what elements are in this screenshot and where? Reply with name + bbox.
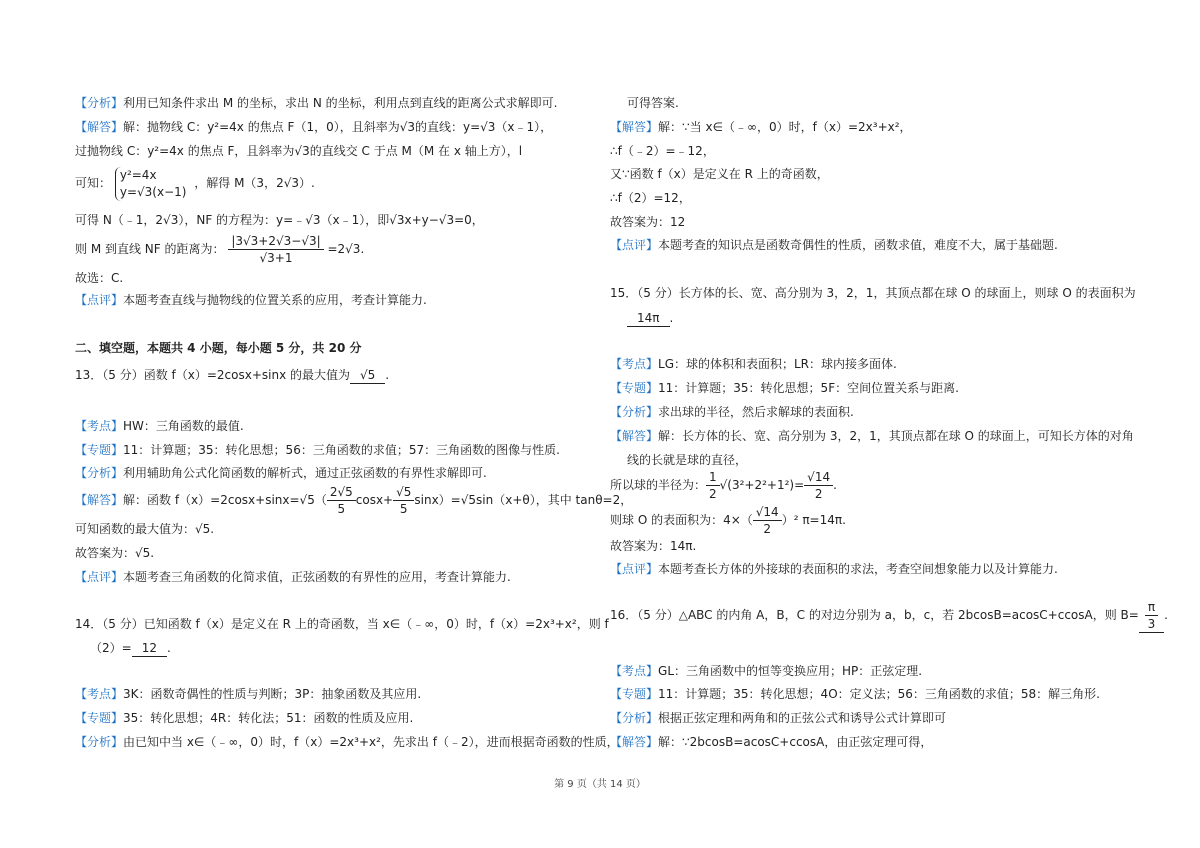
denominator: 2 bbox=[814, 487, 823, 501]
text: . bbox=[166, 641, 171, 655]
text-line: 过抛物线 C：y²=4x 的焦点 F，且斜率为√3的直线交 C 于点 M（M 在 x 轴上方），l bbox=[75, 144, 523, 158]
denominator: 5 bbox=[337, 502, 346, 516]
text-line: 故答案为：12 bbox=[610, 215, 686, 229]
question-14: 14．（5 分）已知函数 f（x）是定义在 R 上的奇函数，当 x∈（﹣∞，0）时，f（x）=2x³+x²，则 f bbox=[75, 617, 609, 631]
tag-topic: 【专题】 bbox=[75, 711, 124, 725]
fraction bbox=[327, 484, 356, 517]
answer-fraction bbox=[1139, 599, 1164, 633]
tag-knowledge: 【考点】 bbox=[610, 357, 659, 371]
knowledge-line bbox=[75, 418, 244, 434]
text: （2）= bbox=[90, 641, 132, 655]
numerator: √5 bbox=[393, 484, 414, 501]
text: 解：函数 f（x）=2cosx+sinx=√5（ bbox=[123, 493, 327, 507]
tag-topic: 【专题】 bbox=[75, 443, 124, 457]
fraction bbox=[706, 469, 720, 502]
text: 解：抛物线 C：y²=4x 的焦点 F（1，0），且斜率为√3的直线：y=√3（x﹣1）， bbox=[123, 120, 553, 134]
tag-analysis: 【分析】 bbox=[610, 405, 659, 419]
solution-line bbox=[610, 428, 1134, 444]
text-line: 可得 N（﹣1，2√3），NF 的方程为：y=﹣√3（x﹣1），即√3x+y−√3=0， bbox=[75, 213, 484, 227]
text-line: 故答案为：14π. bbox=[610, 539, 697, 553]
topic-line bbox=[610, 686, 1100, 702]
denominator: 5 bbox=[399, 502, 408, 516]
text-line: 故答案为：√5. bbox=[75, 546, 155, 560]
question-15: 15．（5 分）长方体的长、宽、高分别为 3，2，1，其顶点都在球 O 的球面上，则球 O 的表面积为 bbox=[610, 286, 1136, 300]
text: HW：三角函数的最值. bbox=[123, 419, 244, 433]
denominator: 2 bbox=[709, 487, 717, 501]
text: 由已知中当 x∈（﹣∞，0）时，f（x）=2x³+x²，先求出 f（﹣2），进而根据奇函数的性质， bbox=[123, 735, 619, 749]
tag-analysis: 【分析】 bbox=[75, 735, 124, 749]
text: GL：三角函数中的恒等变换应用；HP：正弦定理. bbox=[658, 664, 923, 678]
question-15-answer bbox=[627, 310, 673, 327]
tag-topic: 【专题】 bbox=[610, 687, 659, 701]
denominator: 3 bbox=[1147, 616, 1156, 631]
text: 则 M 到直线 NF 的距离为： bbox=[75, 242, 225, 256]
solution-line bbox=[75, 483, 632, 517]
text: 本题考查三角函数的化简求值，正弦函数的有界性的应用，考查计算能力. bbox=[123, 570, 511, 584]
tag-solution: 【解答】 bbox=[75, 493, 124, 507]
text: ）² π=14π. bbox=[781, 513, 846, 527]
text: . bbox=[833, 478, 837, 492]
tag-knowledge: 【考点】 bbox=[610, 664, 659, 678]
text: 本题考查长方体的外接球的表面积的求法，考查空间想象能力以及计算能力. bbox=[658, 562, 1058, 576]
tag-comment: 【点评】 bbox=[610, 562, 659, 576]
text: 所以球的半径为： bbox=[610, 478, 707, 492]
text: . bbox=[385, 368, 390, 382]
numerator: π bbox=[1145, 599, 1158, 616]
numerator: |3√3+2√3−√3| bbox=[228, 233, 323, 250]
text: 13．（5 分）函数 f（x）=2cosx+sinx 的最大值为 bbox=[75, 368, 351, 382]
text-line: ∴f（2）=12， bbox=[610, 191, 691, 205]
answer-blank: √5 bbox=[350, 367, 385, 384]
text: 解：∵当 x∈（﹣∞，0）时，f（x）=2x³+x²， bbox=[658, 120, 912, 134]
comment-line bbox=[75, 569, 511, 585]
text: 11：计算题；35：转化思想；56：三角函数的求值；57：三角函数的图像与性质. bbox=[123, 443, 560, 457]
text: . bbox=[669, 311, 674, 325]
page-footer: 第 9 页（共 14 页） bbox=[554, 779, 646, 790]
tag-analysis: 【分析】 bbox=[75, 466, 124, 480]
tag-topic: 【专题】 bbox=[610, 381, 659, 395]
question-14-answer bbox=[90, 640, 171, 657]
topic-line bbox=[75, 442, 560, 458]
knowledge-line bbox=[75, 686, 421, 702]
tag-knowledge: 【考点】 bbox=[75, 419, 124, 433]
comment-line bbox=[75, 292, 427, 308]
text: LG：球的体积和表面积；LR：球内接多面体. bbox=[658, 357, 897, 371]
question-13 bbox=[75, 367, 389, 384]
text-line: 又∵函数 f（x）是定义在 R 上的奇函数， bbox=[610, 167, 829, 181]
tag-analysis: 【分析】 bbox=[75, 96, 124, 110]
system-equation-line bbox=[75, 166, 315, 201]
tag-knowledge: 【考点】 bbox=[75, 687, 124, 701]
fraction bbox=[228, 233, 323, 266]
fraction bbox=[753, 504, 782, 537]
analysis-line bbox=[610, 404, 854, 420]
tag-solution: 【解答】 bbox=[75, 120, 124, 134]
tag-solution: 【解答】 bbox=[610, 120, 659, 134]
text: 16．（5 分）△ABC 的内角 A，B，C 的对边分别为 a，b，c，若 2bcosB=acosC+ccosA，则 B= bbox=[610, 608, 1139, 622]
text: 则球 O 的表面积为：4×（ bbox=[610, 513, 753, 527]
denominator: √3+1 bbox=[259, 251, 293, 265]
surface-area-line bbox=[610, 503, 846, 537]
topic-line bbox=[610, 380, 959, 396]
equation: y=√3(x−1) bbox=[119, 184, 187, 199]
topic-line bbox=[75, 710, 413, 726]
text-line: 可知函数的最大值为：√5. bbox=[75, 522, 215, 536]
text: 利用已知条件求出 M 的坐标，求出 N 的坐标，利用点到直线的距离公式求解即可. bbox=[123, 96, 558, 110]
text: cosx+ bbox=[355, 493, 394, 507]
text: 本题考查的知识点是函数奇偶性的性质，函数求值，难度不大，属于基础题. bbox=[658, 238, 1058, 252]
text: 利用辅助角公式化简函数的解析式，通过正弦函数的有界性求解即可. bbox=[123, 466, 487, 480]
equation: y²=4x bbox=[119, 167, 157, 182]
numerator: √14 bbox=[804, 469, 833, 486]
denominator: 2 bbox=[763, 522, 772, 536]
distance-line bbox=[75, 232, 364, 266]
tag-solution: 【解答】 bbox=[610, 429, 659, 443]
knowledge-line bbox=[610, 663, 922, 679]
text: 解：∵2bcosB=acosC+ccosA，由正弦定理可得， bbox=[658, 735, 933, 749]
text: 本题考查直线与抛物线的位置关系的应用，考查计算能力. bbox=[123, 293, 427, 307]
text-line: 可得答案. bbox=[627, 96, 679, 110]
equation-system bbox=[115, 167, 191, 201]
answer-blank: 12 bbox=[132, 640, 167, 657]
text: ，解得 M（3，2√3）. bbox=[194, 176, 315, 190]
solution-line bbox=[610, 119, 912, 135]
radius-line bbox=[610, 468, 837, 502]
knowledge-line bbox=[610, 356, 897, 372]
tag-analysis: 【分析】 bbox=[610, 711, 659, 725]
text: 可知： bbox=[75, 176, 112, 190]
text: 11：计算题；35：转化思想；4O：定义法；56：三角函数的求值；58：解三角形. bbox=[658, 687, 1100, 701]
solution-line bbox=[75, 119, 552, 135]
tag-comment: 【点评】 bbox=[75, 293, 124, 307]
question-16 bbox=[610, 598, 1168, 633]
text: sinx）=√5sin（x+θ），其中 tanθ=2， bbox=[414, 493, 633, 507]
text: 求出球的半径，然后求解球的表面积. bbox=[658, 405, 854, 419]
section-heading: 二、填空题，本题共 4 小题，每小题 5 分，共 20 分 bbox=[75, 341, 362, 355]
analysis-line bbox=[75, 465, 487, 481]
tag-comment: 【点评】 bbox=[610, 238, 659, 252]
text: =2√3. bbox=[327, 242, 365, 256]
text: 35：转化思想；4R：转化法；51：函数的性质及应用. bbox=[123, 711, 414, 725]
analysis-line bbox=[75, 734, 619, 750]
text-line: 故选：C. bbox=[75, 271, 124, 285]
tag-solution: 【解答】 bbox=[610, 735, 659, 749]
solution-line bbox=[610, 734, 932, 750]
text: 11：计算题；35：转化思想；5F：空间位置关系与距离. bbox=[658, 381, 959, 395]
text-line: ∴f（﹣2）=﹣12， bbox=[610, 144, 715, 158]
analysis-line bbox=[75, 95, 557, 111]
comment-line bbox=[610, 237, 1058, 253]
answer-blank: 14π bbox=[627, 310, 670, 327]
text: 3K：函数奇偶性的性质与判断；3P：抽象函数及其应用. bbox=[123, 687, 422, 701]
tag-comment: 【点评】 bbox=[75, 570, 124, 584]
fraction bbox=[804, 469, 833, 502]
numerator: 2√5 bbox=[327, 484, 356, 501]
numerator: √14 bbox=[753, 504, 782, 521]
analysis-line bbox=[610, 710, 946, 726]
text: √(3²+2²+1²)= bbox=[719, 478, 805, 492]
text: 解：长方体的长、宽、高分别为 3，2，1，其顶点都在球 O 的球面上，可知长方体的对角 bbox=[658, 429, 1134, 443]
numerator: 1 bbox=[706, 469, 720, 486]
text: 根据正弦定理和两角和的正弦公式和诱导公式计算即可 bbox=[658, 711, 947, 725]
comment-line bbox=[610, 561, 1058, 577]
text-line: 线的长就是球的直径， bbox=[627, 453, 748, 467]
text: . bbox=[1164, 608, 1168, 622]
fraction bbox=[393, 484, 414, 517]
